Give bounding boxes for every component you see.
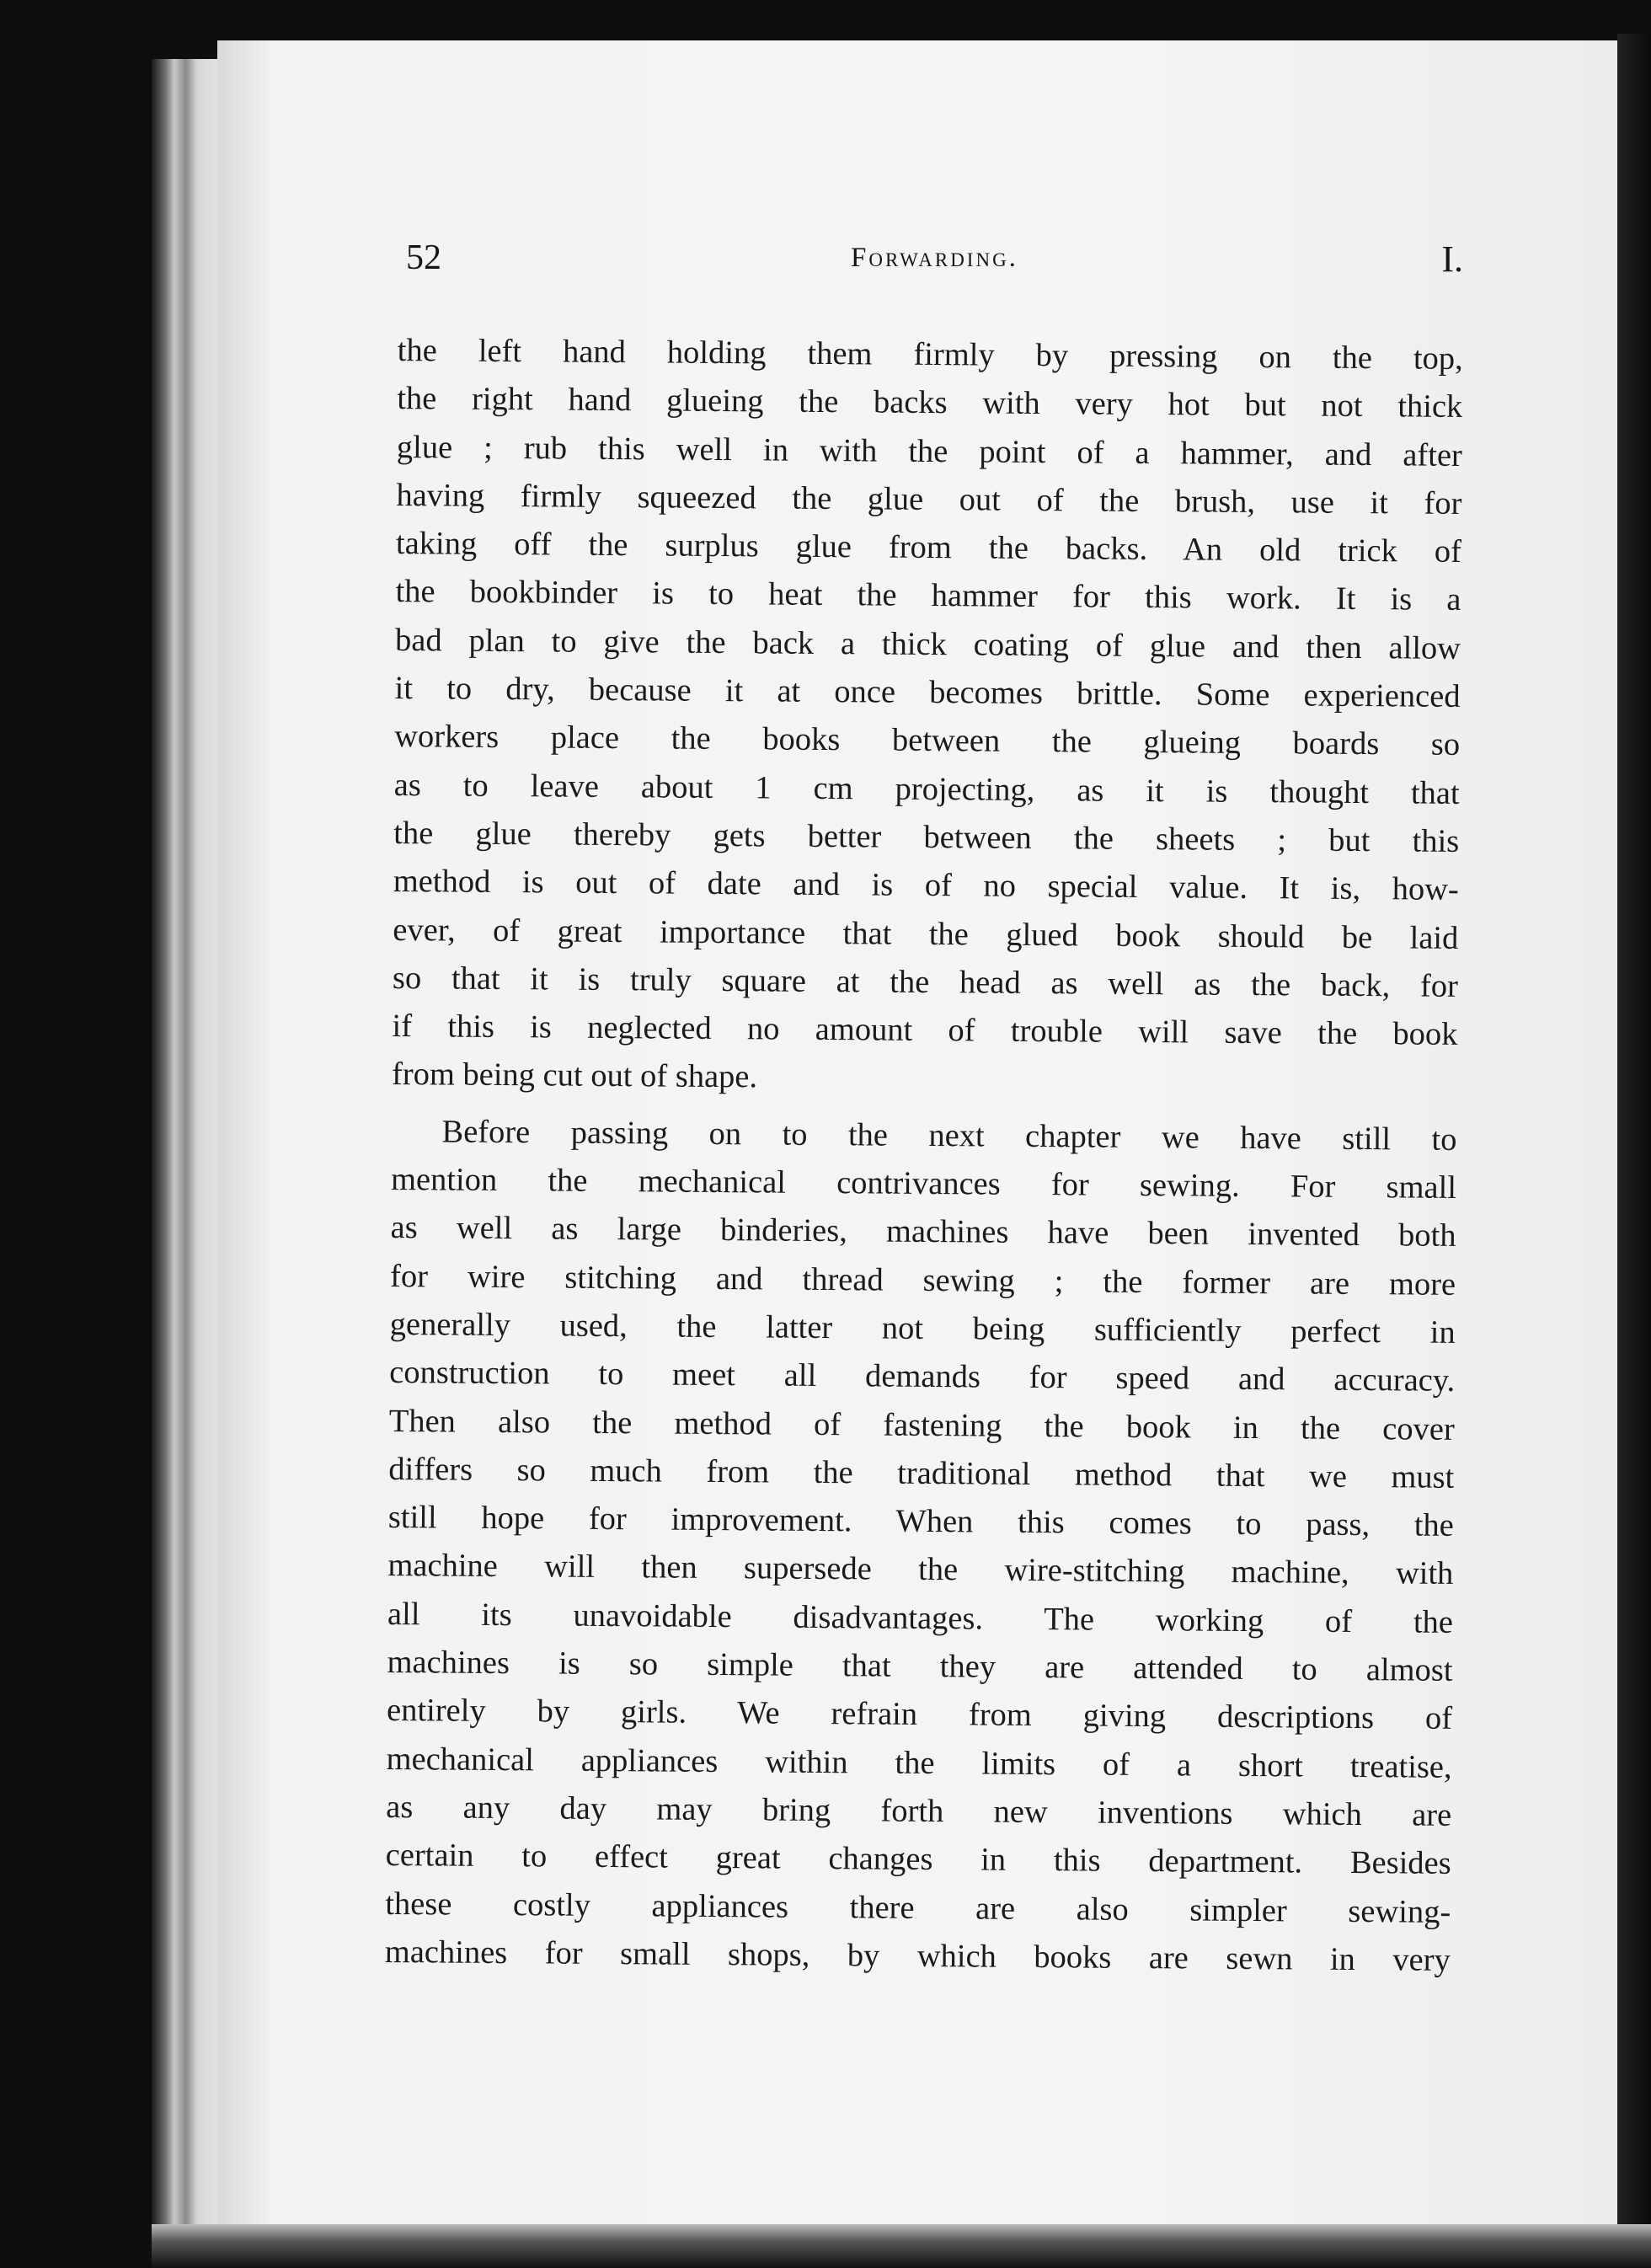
text-line: entirely by girls. We refrain from giving descriptions of xyxy=(386,1693,1453,1737)
text-line: machine will then supersede the wire-stitching machine, with xyxy=(387,1548,1454,1592)
paragraph-1 xyxy=(392,327,1463,1108)
page-bottom-edge xyxy=(152,2224,1651,2268)
text-line: certain to effect great changes in this department. Besides xyxy=(385,1837,1451,1882)
text-line: still hope for improvement. When this comes to pass, the xyxy=(387,1500,1455,1544)
text-line: the left hand holding them firmly by pressing on the top, xyxy=(397,332,1463,377)
text-line: method is out of date and is of no special value. It is, how- xyxy=(393,864,1459,908)
text-line: taking off the surplus glue from the backs. An old trick of xyxy=(395,526,1462,570)
text-line: ever, of great importance that the glued book should be laid xyxy=(393,912,1459,956)
text-line: the right hand glueing the backs with very hot but not thick xyxy=(397,381,1463,425)
text-line: as any day may bring forth new inventions which are xyxy=(386,1789,1452,1833)
text-line: from being cut out of shape. xyxy=(391,1056,758,1095)
text-line: if this is neglected no amount of trouble will save the book xyxy=(392,1008,1458,1053)
text-line: differs so much from the traditional method that we must xyxy=(388,1451,1455,1495)
text-line: so that it is truly square at the head as well as the back, for xyxy=(392,960,1459,1004)
running-title: Forwarding. xyxy=(851,243,1018,273)
page-number: 52 xyxy=(406,238,441,277)
text-line: mention the mechanical contrivances for sewing. For small xyxy=(390,1162,1457,1206)
text-line: as well as large binderies, machines have been invented both xyxy=(390,1210,1456,1254)
text-line: these costly appliances there are also simpler sewing- xyxy=(385,1886,1451,1930)
text-line: workers place the books between the glueing boards so xyxy=(394,719,1461,763)
text-line: Before passing on to the next chapter we have still to xyxy=(441,1114,1457,1158)
text-line: glue ; rub this well in with the point of a hammer, and after xyxy=(396,429,1463,473)
page-right-edge xyxy=(1617,34,1651,2268)
text-line: Then also the method of fastening the book in the cover xyxy=(388,1403,1455,1447)
text-line: as to leave about 1 cm projecting, as it is thought that xyxy=(393,767,1460,811)
book-spine-shadow xyxy=(152,59,227,2249)
text-line: it to dry, because it at once becomes brittle. Some experienced xyxy=(394,671,1461,714)
text-line: mechanical appliances within the limits of a short treatise, xyxy=(386,1741,1452,1785)
text-line: all its unavoidable disadvantages. The working of the xyxy=(387,1596,1454,1640)
chapter-mark: I. xyxy=(1441,238,1463,280)
text-line: construction to meet all demands for speed and accuracy. xyxy=(389,1355,1456,1399)
text-line: for wire stitching and thread sewing ; the former are more xyxy=(389,1258,1456,1302)
text-line: machines is so simple that they are attended to almost xyxy=(387,1644,1453,1688)
text-line: the bookbinder is to heat the hammer for this work. It is a xyxy=(395,574,1461,618)
body-text xyxy=(385,327,1463,1985)
text-line: generally used, the latter not being sufficiently perfect in xyxy=(389,1306,1456,1351)
text-line: machines for small shops, by which books are sewn in very xyxy=(384,1934,1451,1978)
paragraph-2 xyxy=(385,1108,1457,1985)
text-line: the glue thereby gets better between the sheets ; but this xyxy=(393,815,1460,859)
running-header xyxy=(406,233,1463,292)
text-line: having firmly squeezed the glue out of the brush, use it for xyxy=(396,477,1462,522)
text-line: bad plan to give the back a thick coating of glue and then allow xyxy=(394,622,1461,666)
